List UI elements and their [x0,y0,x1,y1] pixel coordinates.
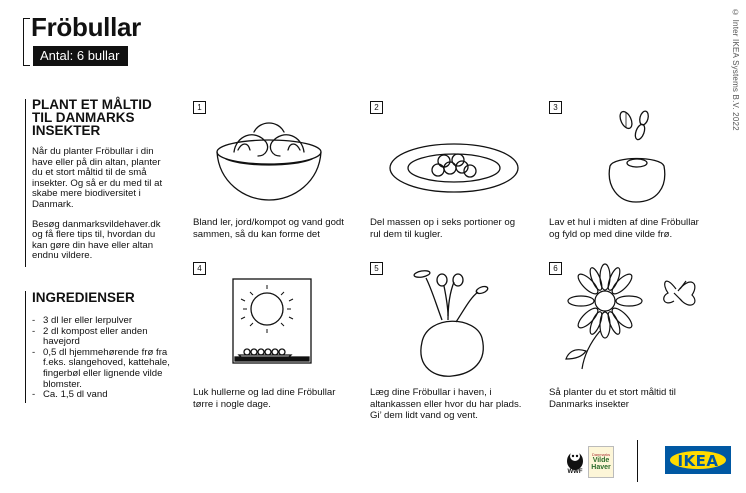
step-4-caption: Luk hullerne og lad dine Fröbullar tørre i nogle dage. [193,387,336,410]
ingredient-item: - 2 dl kompost eller anden havejord [32,327,187,348]
quantity-badge: Antal: 6 bullar [33,46,128,66]
step-5-caption: Læg dine Fröbullar i haven, i altankassen eller hvor du har plads. Gi’ dem lidt vand og vent. [370,387,522,421]
ingredient-item: - 3 dl ler eller lerpulver [32,316,187,327]
step-1-caption: Bland ler, jord/kompot og vand godt sammen, så du kan forme det [193,217,344,240]
danmarks-vilde-haver-logo: Danmarks Vilde Haver [588,446,614,478]
step-3-number: 3 [549,101,562,114]
intro-bracket [25,99,26,267]
step-5-number: 5 [370,262,383,275]
ingredients-heading: INGREDIENSER [32,290,135,305]
copyright-notice: © Inter IKEA Systems B.V. 2022 [731,8,740,131]
step-1-number: 1 [193,101,206,114]
intro-section [32,98,182,262]
title-bracket [23,18,30,66]
page-title: Fröbullar [31,12,141,42]
step-2-number: 2 [370,101,383,114]
step-2-caption: Del massen op i seks portioner og rul dem til kugler. [370,217,516,240]
logo-divider [637,440,638,482]
intro-paragraph-2: Besøg danmarksvildehaver.dk og få flere tips til, hvordan du kan gøre din have eller altan endnu vildere. [32,218,161,262]
step-4-number: 4 [193,262,206,275]
mixing-bowl-illustration [214,112,326,204]
plate-with-balls-illustration [388,140,520,196]
ingredients-list [32,316,187,401]
intro-heading: PLANT ET MÅLTID TIL DANMARKS INSEKTER [32,97,152,138]
wwf-logo: WWF [566,448,584,476]
panda-icon [566,448,584,470]
ingredients-bracket [25,291,26,403]
ikea-logo: IKEA [665,446,731,474]
ingredient-item: - Ca. 1,5 dl vand [32,390,187,401]
flower-butterfly-illustration [560,263,710,371]
seed-ball-with-seeds-illustration [604,108,674,206]
sprouting-seed-ball-illustration [412,268,494,378]
intro-paragraph-1: Når du planter Fröbullar i din have eller på din altan, planter du et stort måltid til de små insekter. Og så er du med til at skabe mere biodiversitet i Danmark. [32,146,163,210]
step-3-caption: Lav et hul i midten af dine Fröbullar og fyld op med dine vilde frø. [549,217,699,240]
ingredients-section [32,291,187,401]
ingredient-item: - 0,5 dl hjemmehørende frø fra f.eks. slangehoved, kattehale, fingerbøl eller lignende vilde blomster. [32,348,187,390]
step-6-number: 6 [549,262,562,275]
step-6-caption: Så planter du et stort måltid til Danmarks insekter [549,387,676,410]
window-sun-drying-illustration [231,277,315,369]
